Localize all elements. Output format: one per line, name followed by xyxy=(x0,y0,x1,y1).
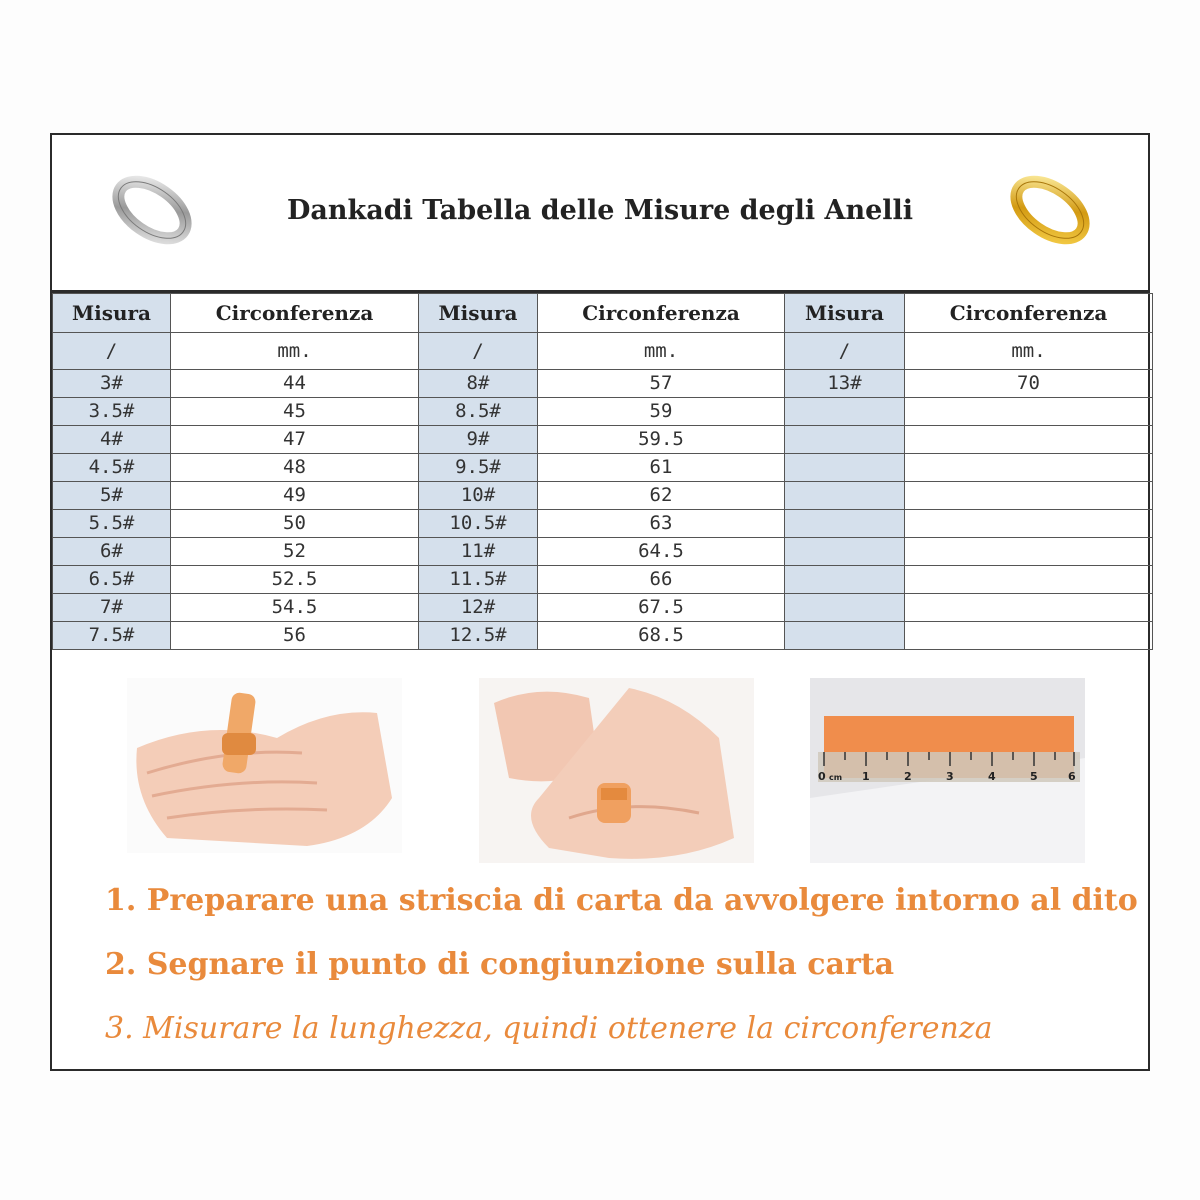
circumference-cell: 68.5 xyxy=(538,622,785,650)
table-row xyxy=(53,398,1153,426)
circumference-cell xyxy=(905,510,1153,538)
table-units-row xyxy=(53,333,1153,370)
size-cell: 10# xyxy=(419,482,538,510)
circumference-cell: 57 xyxy=(538,370,785,398)
circumference-cell: 64.5 xyxy=(538,538,785,566)
unit-cell: mm. xyxy=(905,333,1153,370)
size-cell: 11# xyxy=(419,538,538,566)
circumference-cell: 54.5 xyxy=(171,594,419,622)
size-cell xyxy=(785,398,905,426)
size-cell: 3.5# xyxy=(53,398,171,426)
circumference-cell: 70 xyxy=(905,370,1153,398)
size-cell: 4.5# xyxy=(53,454,171,482)
circumference-cell xyxy=(905,454,1153,482)
size-cell: 4# xyxy=(53,426,171,454)
unit-cell: mm. xyxy=(171,333,419,370)
table-row xyxy=(53,622,1153,650)
ruler-tick-label: 6 xyxy=(1068,770,1076,783)
circumference-cell: 48 xyxy=(171,454,419,482)
circumference-cell xyxy=(905,566,1153,594)
table-row xyxy=(53,426,1153,454)
chart-header xyxy=(52,135,1148,293)
column-header: Misura xyxy=(53,294,171,333)
size-cell xyxy=(785,454,905,482)
column-header: Circonferenza xyxy=(538,294,785,333)
size-cell: 8# xyxy=(419,370,538,398)
size-cell: 6.5# xyxy=(53,566,171,594)
size-table xyxy=(52,293,1153,650)
size-cell: 13# xyxy=(785,370,905,398)
column-header: Misura xyxy=(785,294,905,333)
table-row xyxy=(53,594,1153,622)
table-row xyxy=(53,510,1153,538)
ruler-measure-photo xyxy=(810,678,1085,863)
step-3: 3. Misurare la lunghezza, quindi ottenere la circonferenza xyxy=(105,1011,993,1046)
circumference-cell xyxy=(905,398,1153,426)
ruler-tick-label: 2 xyxy=(904,770,912,783)
size-cell xyxy=(785,510,905,538)
step-2: 2. Segnare il punto di congiunzione sulla carta xyxy=(105,947,895,982)
size-cell xyxy=(785,426,905,454)
circumference-cell: 56 xyxy=(171,622,419,650)
ruler-tick-label: 0 xyxy=(818,770,826,783)
circumference-cell: 44 xyxy=(171,370,419,398)
size-cell: 7# xyxy=(53,594,171,622)
size-cell: 5# xyxy=(53,482,171,510)
circumference-cell xyxy=(905,594,1153,622)
size-cell: 7.5# xyxy=(53,622,171,650)
size-cell: 5.5# xyxy=(53,510,171,538)
size-cell: 10.5# xyxy=(419,510,538,538)
size-cell xyxy=(785,594,905,622)
size-cell: 3# xyxy=(53,370,171,398)
table-header-row xyxy=(53,294,1153,333)
column-header: Circonferenza xyxy=(171,294,419,333)
size-cell xyxy=(785,566,905,594)
size-cell: 9# xyxy=(419,426,538,454)
circumference-cell xyxy=(905,622,1153,650)
unit-cell: / xyxy=(419,333,538,370)
circumference-cell: 67.5 xyxy=(538,594,785,622)
ruler-tick-label: 1 xyxy=(862,770,870,783)
circumference-cell: 62 xyxy=(538,482,785,510)
circumference-cell: 49 xyxy=(171,482,419,510)
circumference-cell: 50 xyxy=(171,510,419,538)
page-title: Dankadi Tabella delle Misure degli Anelli xyxy=(286,195,914,226)
ruler-tick-label: 4 xyxy=(988,770,996,783)
circumference-cell xyxy=(905,482,1153,510)
instruction-photos xyxy=(52,678,1148,868)
circumference-cell: 59 xyxy=(538,398,785,426)
table-row xyxy=(53,566,1153,594)
circumference-cell: 63 xyxy=(538,510,785,538)
circumference-cell: 47 xyxy=(171,426,419,454)
size-cell: 12# xyxy=(419,594,538,622)
wrap-finger-photo xyxy=(127,678,402,853)
unit-cell: / xyxy=(785,333,905,370)
circumference-cell xyxy=(905,426,1153,454)
mark-paper-photo xyxy=(479,678,754,863)
column-header: Misura xyxy=(419,294,538,333)
table-row xyxy=(53,482,1153,510)
gold-ring-icon xyxy=(1000,165,1100,265)
size-cell: 6# xyxy=(53,538,171,566)
size-cell: 9.5# xyxy=(419,454,538,482)
circumference-cell xyxy=(905,538,1153,566)
ruler-tick-label: 3 xyxy=(946,770,954,783)
circumference-cell: 61 xyxy=(538,454,785,482)
unit-cell: mm. xyxy=(538,333,785,370)
step-1: 1. Preparare una striscia di carta da avvolgere intorno al dito xyxy=(105,883,1138,918)
size-cell: 8.5# xyxy=(419,398,538,426)
size-cell xyxy=(785,482,905,510)
size-chart-frame xyxy=(50,133,1150,1071)
size-cell xyxy=(785,538,905,566)
circumference-cell: 59.5 xyxy=(538,426,785,454)
circumference-cell: 52.5 xyxy=(171,566,419,594)
size-cell: 12.5# xyxy=(419,622,538,650)
table-row xyxy=(53,538,1153,566)
circumference-cell: 45 xyxy=(171,398,419,426)
table-row xyxy=(53,370,1153,398)
size-cell xyxy=(785,622,905,650)
ruler-tick-label: 5 xyxy=(1030,770,1038,783)
table-row xyxy=(53,454,1153,482)
circumference-cell: 52 xyxy=(171,538,419,566)
column-header: Circonferenza xyxy=(905,294,1153,333)
table-body xyxy=(53,370,1153,650)
size-cell: 11.5# xyxy=(419,566,538,594)
ruler-unit-label: cm xyxy=(829,773,843,782)
circumference-cell: 66 xyxy=(538,566,785,594)
unit-cell: / xyxy=(53,333,171,370)
